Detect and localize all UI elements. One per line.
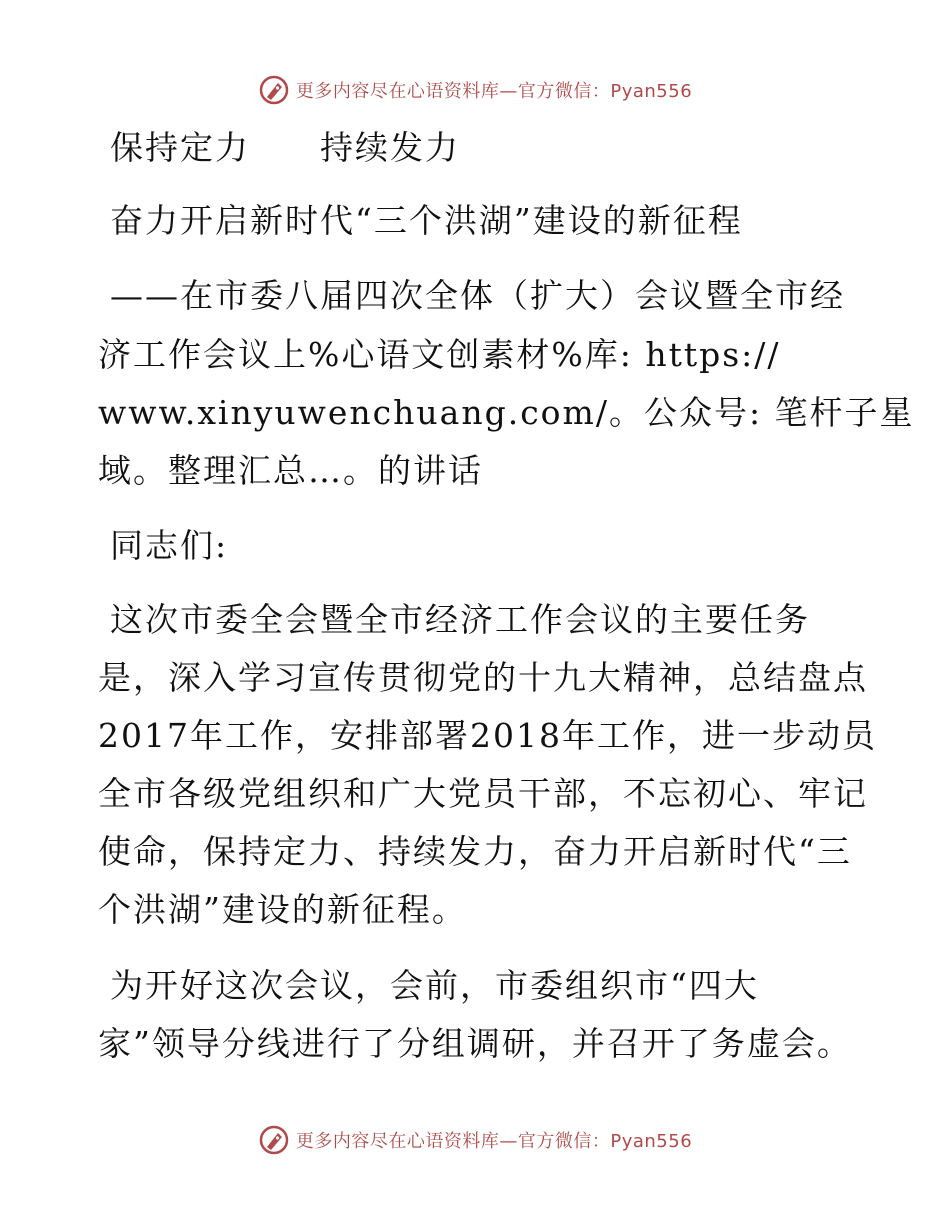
subtitle-line-1: ——在市委八届四次全体（扩大）会议暨全市经 — [110, 276, 845, 315]
paragraph-1-line-6: 个洪湖”建设的新征程。 — [98, 890, 467, 929]
header-watermark — [0, 70, 950, 110]
watermark-text: 更多内容尽在心语资料库—官方微信：Pyan556 — [295, 1131, 693, 1152]
paragraph-1-line-5: 使命，保持定力、持续发力，奋力开启新时代“三 — [98, 832, 852, 871]
document-title-line-1: 保持定力 持续发力 — [110, 128, 460, 167]
salutation: 同志们: — [110, 526, 229, 565]
subtitle-line-4: 域。整理汇总…。的讲话 — [98, 451, 483, 490]
paragraph-1-line-2: 是，深入学习宣传贯彻党的十九大精神，总结盘点 — [98, 658, 868, 697]
footer-watermark — [0, 1120, 950, 1160]
paragraph-2-line-1: 为开好这次会议，会前，市委组织市“四大 — [110, 966, 759, 1005]
paragraph-1-line-4: 全市各级党组织和广大党员干部，不忘初心、牢记 — [98, 774, 868, 813]
subtitle-line-2: 济工作会议上%心语文创素材%库: https:// — [98, 335, 781, 374]
subtitle-line-3: www.xinyuwenchuang.com/。公众号: 笔杆子星 — [98, 393, 915, 432]
watermark-text: 更多内容尽在心语资料库—官方微信：Pyan556 — [295, 81, 693, 102]
paragraph-1-line-3: 2017年工作，安排部署2018年工作，进一步动员 — [98, 716, 877, 755]
pen-nib-logo-icon — [258, 1124, 290, 1156]
paragraph-1-line-1: 这次市委全会暨全市经济工作会议的主要任务 — [110, 600, 810, 639]
document-title-line-2: 奋力开启新时代“三个洪湖”建设的新征程 — [110, 201, 743, 240]
paragraph-2-line-2: 家”领导分线进行了分组调研，并召开了务虚会。 — [98, 1024, 852, 1063]
pen-nib-logo-icon — [258, 74, 290, 106]
